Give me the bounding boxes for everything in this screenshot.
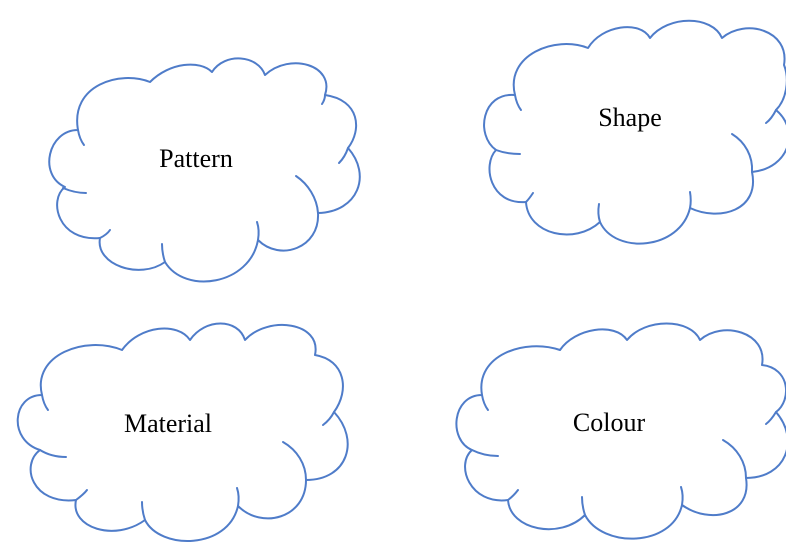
cloud-colour <box>456 324 786 539</box>
cloud-material-label: Material <box>123 409 213 438</box>
cloud-shape-outline <box>484 21 786 244</box>
cloud-shape-crease <box>690 192 691 208</box>
cloud-pattern <box>49 58 360 281</box>
cloud-shape <box>484 21 786 244</box>
cloud-material <box>18 324 348 541</box>
cloud-pattern-label: Pattern <box>159 144 233 173</box>
cloud-shape-label: Shape <box>598 103 662 132</box>
cloud-colour-label: Colour <box>572 408 646 437</box>
